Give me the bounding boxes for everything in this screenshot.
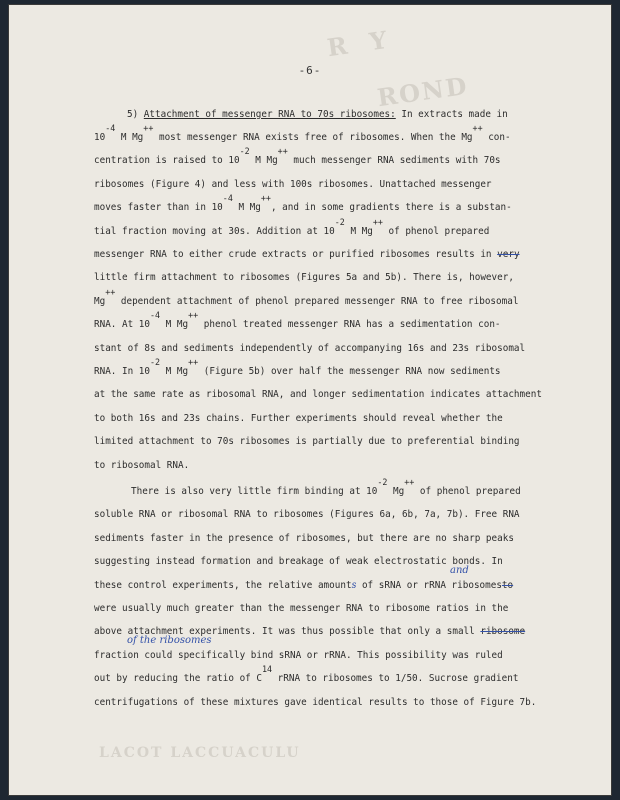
text-segment: M Mg bbox=[232, 202, 261, 213]
text-segment: moves faster than in 10 bbox=[94, 202, 223, 213]
text-segment: stant of 8s and sediments independently of accompanying 16s and 23s ribosomal bbox=[94, 343, 526, 354]
superscript: 14 bbox=[261, 665, 273, 675]
text-segment: suggesting instead formation and breakage of weak electrostatic bonds. In bbox=[94, 556, 503, 567]
text-line bbox=[94, 218, 490, 237]
text-line bbox=[94, 650, 503, 661]
text-segment: little firm attachment to ribosomes (Figures 5a and 5b). There is, however, bbox=[94, 272, 514, 283]
text-line bbox=[94, 194, 512, 213]
text-line bbox=[94, 358, 501, 377]
bleed-through-text: LACOT LACCUACULU bbox=[99, 745, 301, 761]
text-segment: M Mg bbox=[160, 319, 189, 330]
superscript: ++ bbox=[143, 124, 154, 134]
text-segment: most messenger RNA exists free of ribosomes. When the Mg bbox=[153, 132, 473, 143]
superscript: -2 bbox=[377, 478, 388, 488]
text-segment: soluble RNA or ribosomal RNA to ribosomes (Figures 6a, 6b, 7a, 7b). Free RNA bbox=[94, 509, 520, 520]
text-segment: at the same rate as ribosomal RNA, and longer sedimentation indicates attachment bbox=[94, 389, 542, 400]
text-segment: RNA. In 10 bbox=[94, 366, 151, 377]
text-line bbox=[94, 343, 525, 354]
handwritten-of-the-ribosomes: of the ribosomes bbox=[127, 635, 212, 646]
text-segment: centration is raised to 10 bbox=[94, 155, 240, 166]
text-line bbox=[94, 533, 514, 544]
text-line bbox=[131, 478, 521, 497]
text-segment: sediments faster in the presence of ribosomes, but there are no sharp peaks bbox=[94, 533, 514, 544]
bleed-through-text: ROND bbox=[375, 70, 471, 113]
text-segment: M Mg bbox=[344, 226, 373, 237]
text-segment: There is also very little firm binding at 10 bbox=[131, 486, 378, 497]
text-line bbox=[94, 272, 514, 283]
superscript: -4 bbox=[105, 124, 116, 134]
text-segment: to both 16s and 23s chains. Further experiments should reveal whether the bbox=[94, 413, 503, 424]
text-line bbox=[94, 413, 503, 424]
text-segment: , and in some gradients there is a substan- bbox=[270, 202, 512, 213]
text-line bbox=[94, 603, 508, 614]
text-segment: phenol treated messenger RNA has a sedimentation con- bbox=[198, 319, 501, 330]
text-segment: fraction could specifically bind sRNA or rRNA. This possibility was ruled bbox=[94, 650, 503, 661]
text-segment: of phenol prepared bbox=[382, 226, 490, 237]
section-number: 5) bbox=[127, 109, 144, 120]
text-segment: M Mg bbox=[115, 132, 144, 143]
superscript: -2 bbox=[150, 358, 161, 368]
text-line bbox=[94, 556, 503, 567]
text-segment: above attachment experiments. It was thus possible that only a small bbox=[94, 626, 481, 637]
text-segment: M Mg bbox=[160, 366, 189, 377]
handwritten-and: and bbox=[450, 565, 469, 576]
superscript: ++ bbox=[404, 478, 415, 488]
text-segment: con- bbox=[482, 132, 511, 143]
text-segment: to ribosomal RNA. bbox=[94, 460, 190, 471]
text-segment: much messenger RNA sediments with 70s bbox=[287, 155, 501, 166]
text-line bbox=[94, 124, 511, 143]
text-segment: In extracts made in bbox=[395, 109, 508, 120]
handwritten-mark: s bbox=[351, 580, 357, 591]
superscript: -2 bbox=[334, 218, 345, 228]
text-segment: of sRNA or rRNA bbox=[356, 580, 452, 591]
superscript: ++ bbox=[260, 194, 271, 204]
text-segment: these control experiments, the relative amount bbox=[94, 580, 352, 591]
superscript: ++ bbox=[472, 124, 483, 134]
section-title: Attachment of messenger RNA to 70s ribosomes: bbox=[143, 109, 396, 120]
superscript: ++ bbox=[105, 288, 116, 298]
superscript: ++ bbox=[277, 147, 288, 157]
struck-word: very bbox=[497, 249, 520, 260]
text-line bbox=[94, 288, 519, 307]
text-segment: Mg bbox=[94, 296, 106, 307]
text-segment: rRNA to ribosomes to 1/50. Sucrose gradient bbox=[272, 673, 519, 684]
text-line bbox=[94, 509, 520, 520]
text-segment: limited attachment to 70s ribosomes is partially due to preferential binding bbox=[94, 436, 520, 447]
struck-word: to bbox=[501, 580, 514, 591]
text-segment: ribosomes bbox=[451, 580, 502, 591]
text-segment: M Mg bbox=[249, 155, 278, 166]
text-segment: dependent attachment of phenol prepared messenger RNA to free ribosomal bbox=[115, 296, 519, 307]
text-line bbox=[94, 249, 520, 260]
text-segment: of phenol prepared bbox=[414, 486, 521, 497]
document-page bbox=[8, 4, 612, 796]
text-segment: RNA. At 10 bbox=[94, 319, 151, 330]
text-segment: out by reducing the ratio of C bbox=[94, 673, 262, 684]
text-line bbox=[94, 179, 492, 190]
text-line bbox=[94, 389, 542, 400]
text-line bbox=[94, 665, 519, 684]
text-segment: (Figure 5b) over half the messenger RNA now sediments bbox=[198, 366, 501, 377]
text-line bbox=[94, 697, 536, 708]
text-segment: centrifugations of these mixtures gave identical results to those of Figure 7b. bbox=[94, 697, 537, 708]
superscript: ++ bbox=[188, 311, 199, 321]
text-line bbox=[94, 436, 520, 447]
text-segment: Mg bbox=[387, 486, 405, 497]
text-line bbox=[94, 460, 189, 471]
superscript: -4 bbox=[222, 194, 233, 204]
text-segment: tial fraction moving at 30s. Addition at 10 bbox=[94, 226, 335, 237]
text-segment: ribosomes (Figure 4) and less with 100s ribosomes. Unattached messenger bbox=[94, 179, 492, 190]
bleed-through-text: R Y bbox=[325, 24, 391, 63]
page-number: -6- bbox=[298, 64, 322, 77]
text-segment: messenger RNA to either crude extracts or purified ribosomes results in bbox=[94, 249, 498, 260]
superscript: ++ bbox=[372, 218, 383, 228]
text-line bbox=[94, 580, 513, 591]
section-heading-line bbox=[127, 109, 508, 120]
text-segment: 10 bbox=[94, 132, 106, 143]
text-segment: were usually much greater than the messenger RNA to ribosome ratios in the bbox=[94, 603, 509, 614]
superscript: -2 bbox=[239, 147, 250, 157]
text-line bbox=[94, 311, 501, 330]
superscript: -4 bbox=[150, 311, 161, 321]
struck-word: ribosome bbox=[480, 626, 526, 637]
superscript: ++ bbox=[188, 358, 199, 368]
text-line bbox=[94, 147, 501, 166]
